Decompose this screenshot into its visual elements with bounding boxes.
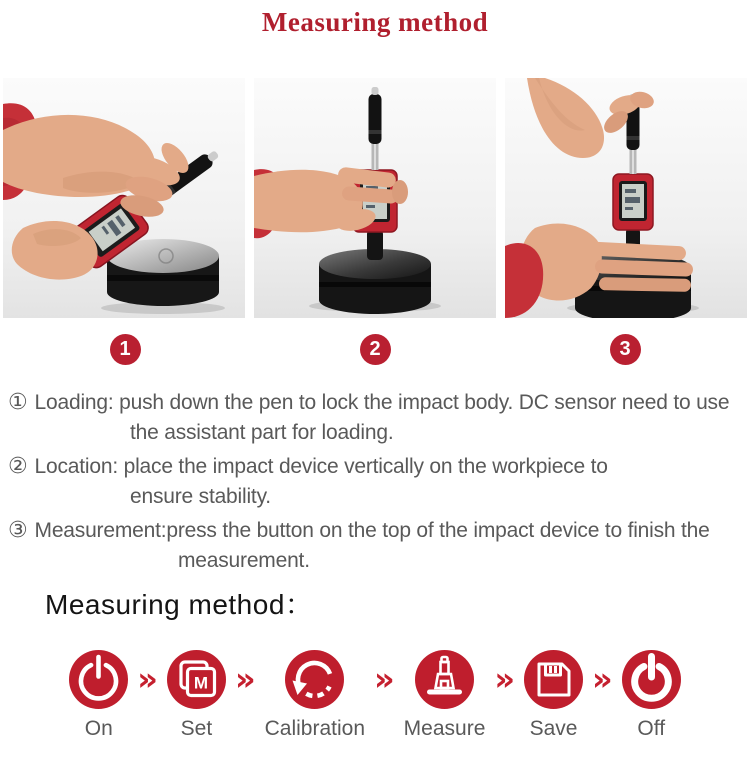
step-photo-1 xyxy=(3,78,245,318)
flow-step-off xyxy=(622,650,681,741)
instructions-list xyxy=(0,387,750,576)
flow-arrow-icon: » xyxy=(592,660,613,698)
instruction-2-line1: Location: place the impact device vertically on the workpiece to xyxy=(34,455,608,478)
instruction-1-line1: Loading: push down the pen to lock the impact body. DC sensor need to use xyxy=(34,391,730,414)
flow-step-calibration xyxy=(265,650,365,741)
flow-step-on xyxy=(69,650,128,741)
flow-arrow-icon: » xyxy=(137,660,158,698)
save-icon xyxy=(524,650,583,709)
measuring-method-page xyxy=(0,6,750,757)
location-photo-illustration xyxy=(254,78,496,318)
step-number-badge-1: 1 xyxy=(110,334,141,365)
flow-label-save: Save xyxy=(529,717,578,740)
instruction-2-line2: ensure stability. xyxy=(130,485,271,508)
flow-step-set xyxy=(167,650,226,741)
step-number-badge-2: 2 xyxy=(360,334,391,365)
operation-flow xyxy=(0,650,750,741)
power-off-icon xyxy=(622,650,681,709)
step-photo-3 xyxy=(505,78,747,318)
step-number-row xyxy=(0,334,750,365)
loading-photo-illustration xyxy=(3,78,245,318)
flow-label-measure: Measure xyxy=(403,717,486,740)
instruction-item-loading xyxy=(8,387,750,448)
step-photo-2 xyxy=(254,78,496,318)
page-title: Measuring method xyxy=(261,7,489,37)
photo-row xyxy=(0,78,750,318)
power-on-icon xyxy=(69,650,128,709)
flow-step-save xyxy=(524,650,583,741)
instruction-number-3: ③ xyxy=(8,517,28,542)
calibration-icon xyxy=(285,650,344,709)
measurement-photo-illustration xyxy=(505,78,747,318)
instruction-3-line2: measurement. xyxy=(178,549,310,572)
flow-label-off: Off xyxy=(637,717,666,740)
step-number-badge-3: 3 xyxy=(610,334,641,365)
flow-arrow-icon: » xyxy=(374,660,395,698)
svg-text:M: M xyxy=(193,673,209,693)
instruction-number-1: ① xyxy=(8,389,28,414)
instruction-item-location xyxy=(8,451,750,512)
flow-label-on: On xyxy=(84,717,113,740)
set-mode-icon xyxy=(167,650,226,709)
flow-arrow-icon: » xyxy=(234,660,256,698)
instruction-3-line1: Measurement:press the button on the top of the impact device to finish the xyxy=(34,519,710,542)
instruction-item-measurement xyxy=(8,515,750,576)
measure-icon xyxy=(415,650,474,709)
flow-arrow-icon: » xyxy=(494,660,516,698)
section-heading: Measuring method： xyxy=(45,589,314,620)
flow-label-set: Set xyxy=(180,717,213,740)
flow-step-measure xyxy=(404,650,486,741)
flow-label-calibration: Calibration xyxy=(264,717,365,740)
instruction-1-line2: the assistant part for loading. xyxy=(130,421,394,444)
instruction-number-2: ② xyxy=(8,453,28,478)
